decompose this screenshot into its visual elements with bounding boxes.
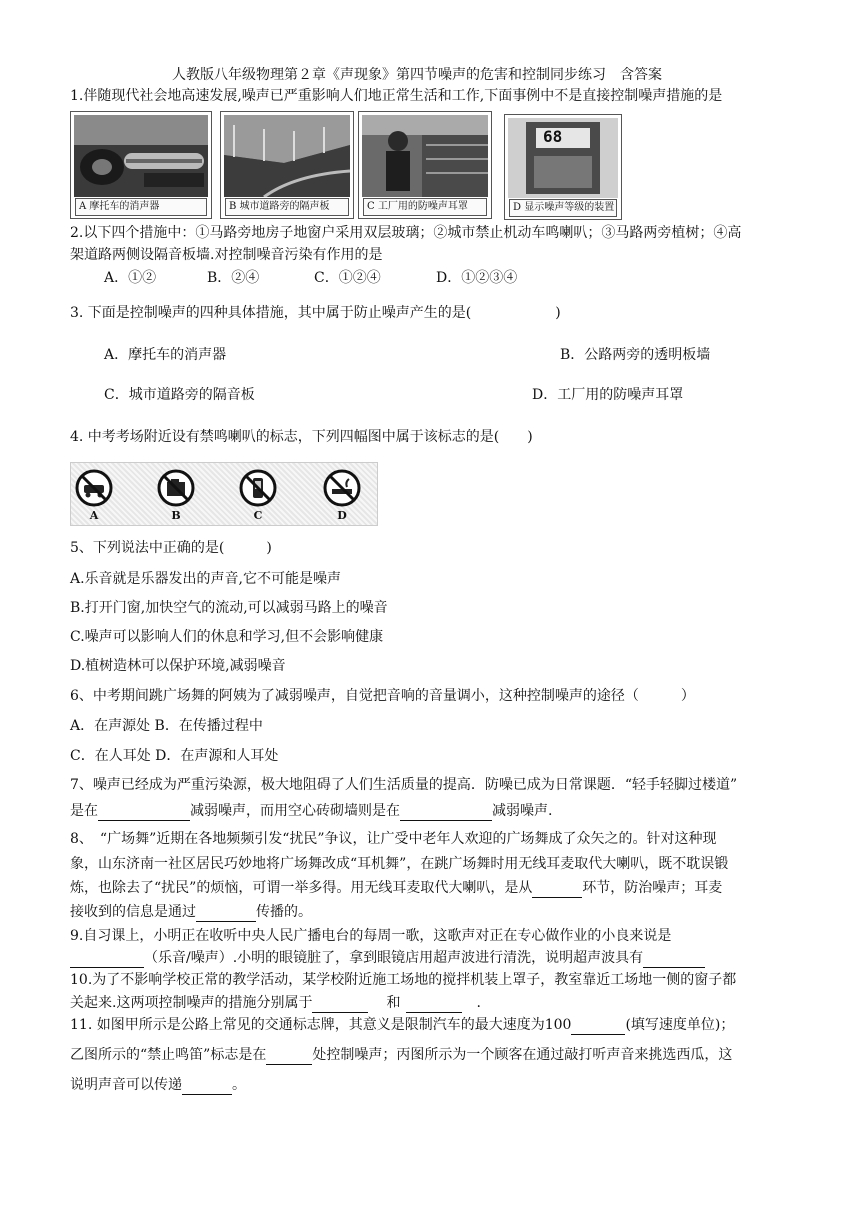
question-11-text: 。 (232, 1077, 246, 1093)
answer-blank[interactable] (312, 998, 368, 1013)
question-7-text: 是在 (70, 803, 98, 819)
road-sound-barrier-photo (224, 115, 350, 197)
question-8-text: 传播的。 (256, 904, 312, 920)
sign-label-c: C (253, 509, 263, 522)
sign-images (70, 462, 378, 526)
question-6-text: 6、中考期间跳广场舞的阿姨为了减弱噪声，自觉把音响的音量调小，这种控制噪声的途径（ ） (70, 688, 695, 704)
question-9-text: （乐音/噪声）.小明的眼镜脏了，拿到眼镜店用超声波进行清洗，说明超声波具有 (144, 950, 644, 966)
question-9-line-1: 9.自习课上，小明正在收听中央人民广播电台的每周一歌，这歌声对正在专心做作业的小良来说是 (70, 928, 672, 944)
question-8-text: 接收到的信息是通过 (70, 904, 196, 920)
question-7-line-2 (70, 801, 552, 821)
photo-a-caption: A 摩托车的消声器 (75, 198, 207, 216)
question-8-line-4 (70, 902, 312, 922)
question-7-text: 减弱噪声，而用空心砖砌墙则是在 (190, 803, 400, 819)
question-2-option: C．①②④ (314, 270, 381, 286)
question-6-option: A．在声源处 B．在传播过程中 (70, 718, 263, 734)
question-11-text: 11. 如图甲所示是公路上常见的交通标志牌，其意义是限制汽车的最大速度为100 (70, 1017, 572, 1033)
question-1-text: 1.伴随现代社会地高速发展,噪声已严重影响人们地正常生活和工作,下面事例中不是直接控制噪声措施的是 (70, 88, 723, 104)
question-3-option: C．城市道路旁的隔音板 (104, 387, 255, 403)
question-11-text: (填写速度单位)； (625, 1017, 735, 1033)
noise-display-reading: 68 (543, 127, 563, 146)
noise-level-display-photo (508, 118, 618, 198)
question-4-text: 4. 中考考场附近设有禁鸣喇叭的标志，下列四幅图中属于该标志的是( ) (70, 429, 533, 445)
answer-blank[interactable] (196, 907, 256, 922)
question-11-line-1 (70, 1015, 734, 1035)
answer-blank[interactable] (70, 953, 144, 968)
question-3-option: A．摩托车的消声器 (104, 347, 227, 363)
question-8-line-2: 象，山东济南一社区居民巧妙地将广场舞改成“耳机舞”，在跳广场舞时用无线耳麦取代大喇叭，既不耽误锻 (70, 856, 729, 872)
question-5-option: D.植树造林可以保护环境,减弱噪音 (70, 658, 286, 674)
question-3-option: D．工厂用的防噪声耳罩 (532, 387, 684, 403)
question-11-text: 乙图所示的“禁止鸣笛”标志是在 (70, 1047, 267, 1063)
answer-blank[interactable] (643, 953, 705, 968)
no-phone-sign-icon (239, 469, 277, 507)
no-horn-sign-icon (157, 469, 195, 507)
answer-blank[interactable] (571, 1020, 625, 1035)
factory-ear-protector-photo (362, 115, 488, 197)
question-2-option: B．②④ (207, 270, 260, 286)
question-8-line-1: 8、 “广场舞”近期在各地频频引发“扰民”争议，让广受中老年人欢迎的广场舞成了众矢之的。针对这种现 (70, 831, 717, 847)
question-11-line-2 (70, 1045, 732, 1065)
answer-blank[interactable] (406, 998, 462, 1013)
question-5-option: B.打开门窗,加快空气的流动,可以减弱马路上的噪音 (70, 600, 388, 616)
answer-blank[interactable] (182, 1080, 232, 1095)
photo-d (504, 114, 622, 220)
photo-b (220, 111, 354, 219)
question-3-option: B．公路两旁的透明板墙 (560, 347, 711, 363)
question-2-option: A．①② (104, 270, 157, 286)
question-5-text: 5、下列说法中正确的是( ) (70, 540, 272, 556)
photo-a (70, 111, 212, 219)
photo-d-caption: D 显示噪声等级的装置 (509, 199, 617, 217)
question-5-option: C.噪声可以影响人们的休息和学习,但不会影响健康 (70, 629, 384, 645)
page-title: 人教版八年级物理第２章《声现象》第四节噪声的危害和控制同步练习 含答案 (172, 67, 662, 83)
question-10-text: 关起来.这两项控制噪声的措施分别属于 (70, 995, 313, 1011)
question-9-line-2 (70, 948, 705, 968)
question-11-text: 处控制噪声；丙图所示为一个顾客在通过敲打听声音来挑选西瓜，这 (312, 1047, 733, 1063)
photo-c-caption: C 工厂用的防噪声耳罩 (363, 198, 487, 216)
question-3-text: 3. 下面是控制噪声的四种具体措施，其中属于防止噪声产生的是( ) (70, 305, 561, 321)
question-7-text: 减弱噪声. (492, 803, 553, 819)
question-2-line-1: 2.以下四个措施中：①马路旁地房子地窗户采用双层玻璃；②城市禁止机动车鸣喇叭；③马路两旁植树；④高 (70, 225, 742, 241)
answer-blank[interactable] (266, 1050, 312, 1065)
question-7-line-1: 7、噪声已经成为严重污染源，极大地阻碍了人们生活质量的提高．防噪已成为日常课题．“轻手轻脚过楼道” (70, 777, 738, 793)
answer-blank[interactable] (98, 806, 190, 821)
sign-label-d: D (337, 509, 347, 522)
question-10-text: . (476, 995, 481, 1011)
question-10-line-2 (70, 993, 481, 1013)
question-2-option: D．①②③④ (436, 270, 518, 286)
question-8-line-3 (70, 878, 722, 898)
question-6-option: C．在人耳处 D．在声源和人耳处 (70, 748, 279, 764)
question-8-text: 环节，防治噪声；耳麦 (582, 880, 723, 896)
answer-blank[interactable] (400, 806, 492, 821)
no-car-sign-icon (75, 469, 113, 507)
photo-b-caption: B 城市道路旁的隔声板 (225, 198, 349, 216)
motorcycle-muffler-photo (74, 115, 208, 197)
question-11-text: 说明声音可以传递 (70, 1077, 182, 1093)
question-10-text: 和 (386, 995, 401, 1011)
question-2-line-2: 架道路两侧设隔音板墙.对控制噪音污染有作用的是 (70, 247, 383, 263)
no-smoking-sign-icon (323, 469, 361, 507)
photo-c (358, 111, 492, 219)
question-5-option: A.乐音就是乐器发出的声音,它不可能是噪声 (70, 571, 342, 587)
question-10-line-1: 10.为了不影响学校正常的教学活动，某学校附近施工场地的搅拌机装上罩子，教室靠近工场地一侧的窗子都 (70, 972, 737, 988)
question-8-text: 炼，也除去了“扰民”的烦恼，可谓一举多得。用无线耳麦取代大喇叭，是从 (70, 880, 533, 896)
sign-label-a: A (89, 509, 99, 522)
answer-blank[interactable] (532, 883, 582, 898)
question-11-line-3 (70, 1075, 246, 1095)
sign-label-b: B (171, 509, 181, 522)
